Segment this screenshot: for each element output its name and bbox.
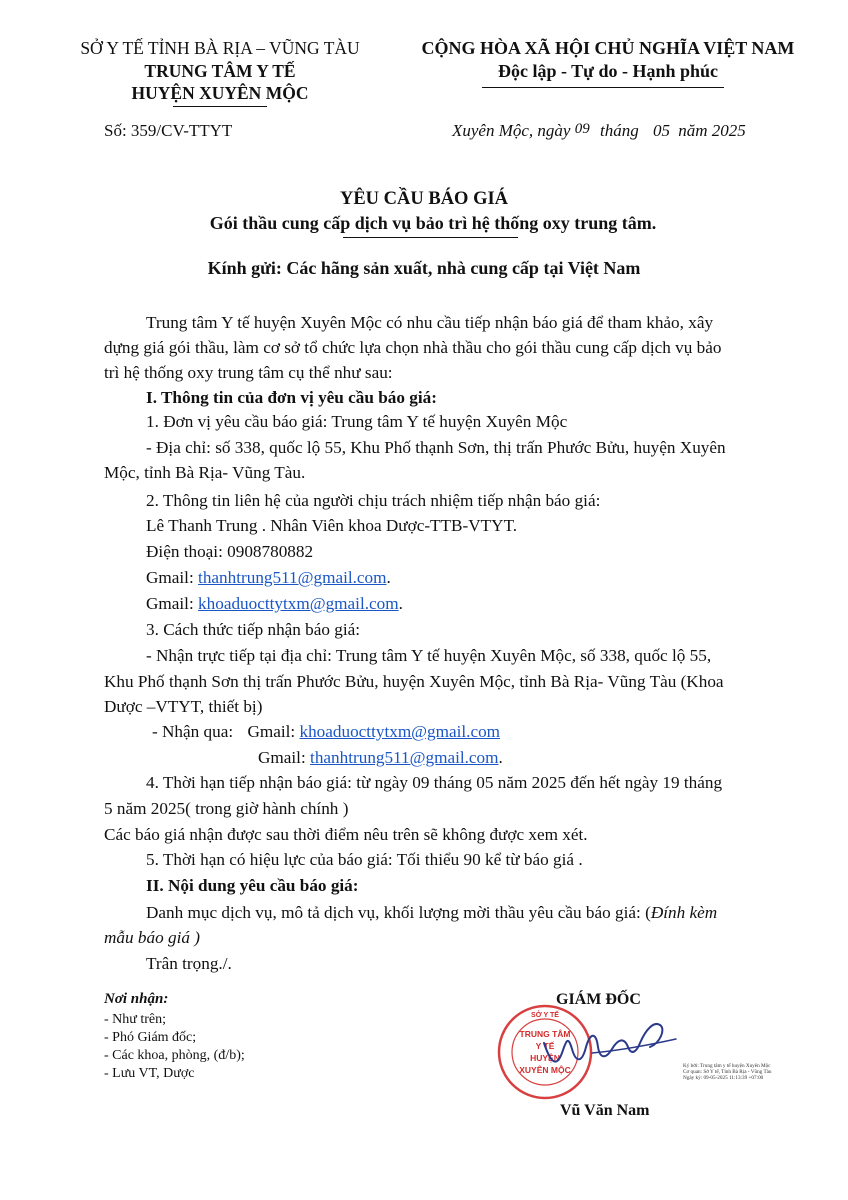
contact-email-1 bbox=[146, 568, 391, 588]
digital-signer: Ký bởi: Trung tâm y tế huyện Xuyên Mộc bbox=[683, 1063, 771, 1069]
issue-date bbox=[452, 121, 746, 141]
via-label: - Nhận qua: bbox=[152, 722, 234, 741]
email-link[interactable]: khoaduocttytxm@gmail.com bbox=[299, 722, 501, 741]
motto: Độc lập - Tự do - Hạnh phúc bbox=[497, 61, 719, 81]
item-4-line-1: 4. Thời hạn tiếp nhận báo giá: từ ngày 09 tháng 05 năm 2025 đến hết ngày 19 tháng bbox=[146, 773, 723, 792]
stamp-center-text: XUYÊN MỘC bbox=[519, 1065, 571, 1075]
item-1: 1. Đơn vị yêu cầu báo giá: Trung tâm Y tế huyện Xuyên Mộc bbox=[146, 412, 568, 431]
section1-heading: I. Thông tin của đơn vị yêu cầu báo giá: bbox=[146, 388, 437, 407]
intro-line-3: trì hệ thống oxy trung tâm cụ thể như sau: bbox=[104, 363, 393, 382]
digital-date: Ngày ký: 09-05-2025 11:13:39 +07:00 bbox=[683, 1075, 764, 1082]
item-4-line-2: 5 năm 2025( trong giờ hành chính ) bbox=[104, 799, 349, 818]
document-number: Số: 359/CV-TTYT bbox=[104, 121, 233, 140]
date-day: 09 bbox=[574, 121, 590, 137]
signer-title: GIÁM ĐỐC bbox=[556, 991, 641, 1008]
motto-underline bbox=[482, 87, 724, 88]
email-link[interactable]: thanhtrung511@gmail.com bbox=[310, 748, 499, 767]
contact-email-2 bbox=[146, 594, 403, 614]
content-line-2: mẫu báo giá ) bbox=[104, 928, 200, 947]
nation-title: CỘNG HÒA XÃ HỘI CHỦ NGHĨA VIỆT NAM bbox=[421, 38, 795, 58]
closing: Trân trọng./. bbox=[146, 954, 232, 973]
date-month: 05 bbox=[652, 121, 670, 140]
section2-heading: II. Nội dung yêu cầu báo giá: bbox=[146, 876, 359, 895]
content-text: Danh mục dịch vụ, mô tả dịch vụ, khối lượng mời thầu yêu cầu báo giá: ( bbox=[146, 903, 651, 922]
signer-name: Vũ Văn Nam bbox=[560, 1102, 650, 1119]
recipient-item: - Như trên; bbox=[104, 1012, 167, 1027]
date-year: năm 2025 bbox=[678, 121, 746, 140]
contact-phone: Điện thoại: 0908780882 bbox=[146, 542, 314, 561]
date-month-label: tháng bbox=[599, 121, 639, 140]
gmail-label: Gmail: bbox=[258, 748, 306, 767]
document-subtitle: Gói thầu cung cấp dịch vụ bảo trì hệ thống oxy trung tâm. bbox=[209, 213, 657, 233]
stamp-center-text: Y TẾ bbox=[535, 1041, 555, 1051]
contact-name: Lê Thanh Trung . Nhân Viên khoa Dược-TTB-VTYT. bbox=[146, 516, 518, 535]
item-5: 5. Thời hạn có hiệu lực của báo giá: Tối thiểu 90 kể từ báo giá . bbox=[146, 850, 583, 869]
gmail-label: Gmail: bbox=[146, 594, 194, 613]
stamp-center-text: HUYỆN bbox=[530, 1053, 560, 1063]
intro-line-2: dựng giá gói thầu, làm cơ sở tổ chức lựa chọn nhà thầu cho gói thầu cung cấp dịch vụ bảo bbox=[104, 338, 722, 357]
direct-line-2: Khu Phố thạnh Sơn thị trấn Phước Bửu, huyện Xuyên Mộc, tỉnh Bà Rịa- Vũng Tàu (Khoa bbox=[104, 672, 724, 691]
address-line-2: Mộc, tỉnh Bà Rịa- Vũng Tàu. bbox=[104, 463, 306, 482]
item-2: 2. Thông tin liên hệ của người chịu trách nhiệm tiếp nhận báo giá: bbox=[146, 491, 601, 510]
center-name-line2: HUYỆN XUYÊN MỘC bbox=[131, 83, 309, 103]
gmail-label: Gmail: bbox=[146, 568, 194, 587]
recipient-item: - Phó Giám đốc; bbox=[104, 1030, 197, 1045]
recipients-heading: Nơi nhận: bbox=[104, 991, 169, 1007]
address-line-1: - Địa chỉ: số 338, quốc lộ 55, Khu Phố thạnh Sơn, thị trấn Phước Bửu, huyện Xuyên bbox=[146, 438, 726, 457]
content-line-1 bbox=[146, 903, 717, 923]
header-left-underline bbox=[173, 106, 267, 107]
recipient-item: - Lưu VT, Dược bbox=[104, 1066, 195, 1081]
content-attachment: Đính kèm bbox=[650, 903, 718, 922]
recipient-line: Kính gửi: Các hãng sản xuất, nhà cung cấp tại Việt Nam bbox=[207, 258, 641, 278]
stamp-top-text: SỞ Y TẾ bbox=[531, 1012, 559, 1019]
period: . bbox=[498, 748, 503, 767]
recipient-item: - Các khoa, phòng, (đ/b); bbox=[104, 1048, 245, 1063]
digital-agency: Cơ quan: Sở Y tế, Tỉnh Bà Rịa - Vũng Tàu bbox=[683, 1069, 772, 1076]
department-name: SỞ Y TẾ TỈNH BÀ RỊA – VŨNG TÀU bbox=[80, 38, 360, 58]
document-title: YÊU CẦU BÁO GIÁ bbox=[339, 189, 509, 209]
email-link[interactable]: thanhtrung511@gmail.com bbox=[198, 568, 387, 587]
handwritten-signature bbox=[536, 1013, 686, 1073]
stamp-center-text: TRUNG TÂM bbox=[519, 1029, 571, 1039]
via-email-2 bbox=[258, 748, 503, 768]
period: . bbox=[386, 568, 391, 587]
title-underline bbox=[343, 237, 518, 238]
via-email-1 bbox=[152, 722, 500, 742]
period: . bbox=[398, 594, 403, 613]
late-note: Các báo giá nhận được sau thời điểm nêu trên sẽ không được xem xét. bbox=[104, 825, 588, 844]
center-name-line1: TRUNG TÂM Y TẾ bbox=[144, 61, 296, 81]
email-link[interactable]: khoaduocttytxm@gmail.com bbox=[198, 594, 399, 613]
digital-signature-info bbox=[683, 1063, 772, 1082]
intro-line-1: Trung tâm Y tế huyện Xuyên Mộc có nhu cầu tiếp nhận báo giá để tham khảo, xây bbox=[146, 313, 714, 332]
direct-line-3: Dược –VTYT, thiết bị) bbox=[104, 697, 263, 716]
direct-line-1: - Nhận trực tiếp tại địa chỉ: Trung tâm Y tế huyện Xuyên Mộc, số 338, quốc lộ 55, bbox=[146, 646, 712, 665]
date-prefix: Xuyên Mộc, ngày bbox=[452, 121, 571, 140]
gmail-label: Gmail: bbox=[247, 722, 296, 741]
item-3: 3. Cách thức tiếp nhận báo giá: bbox=[146, 620, 361, 639]
